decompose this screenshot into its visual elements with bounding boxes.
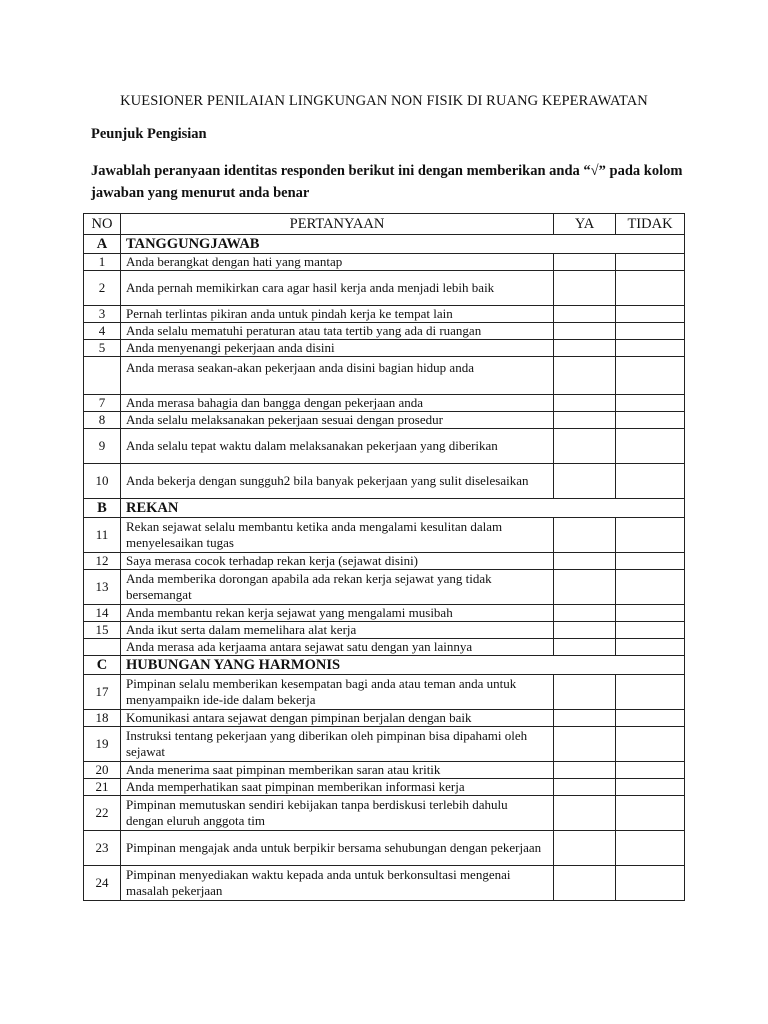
table-row xyxy=(84,395,685,412)
row-number: 9 xyxy=(84,429,121,464)
header-no: NO xyxy=(84,214,121,235)
question-text: Pimpinan memutuskan sendiri kebijakan tanpa berdiskusi terlebih dahulu dengan eluruh anggota tim xyxy=(121,796,554,831)
answer-cell-yes[interactable] xyxy=(554,306,616,323)
section-letter: B xyxy=(84,499,121,518)
row-number: 20 xyxy=(84,762,121,779)
questionnaire-table xyxy=(83,213,685,901)
answer-cell-yes[interactable] xyxy=(554,639,616,656)
table-row xyxy=(84,639,685,656)
table-row xyxy=(84,271,685,306)
section-row-a xyxy=(84,235,685,254)
answer-cell-yes[interactable] xyxy=(554,357,616,395)
answer-cell-no[interactable] xyxy=(616,357,685,395)
table-row xyxy=(84,831,685,866)
answer-cell-yes[interactable] xyxy=(554,271,616,306)
answer-cell-no[interactable] xyxy=(616,710,685,727)
table-row xyxy=(84,779,685,796)
table-row xyxy=(84,622,685,639)
answer-cell-no[interactable] xyxy=(616,605,685,622)
answer-cell-yes[interactable] xyxy=(554,395,616,412)
question-text: Instruksi tentang pekerjaan yang diberikan oleh pimpinan bisa dipahami oleh sejawat xyxy=(121,727,554,762)
table-row xyxy=(84,429,685,464)
row-number: 15 xyxy=(84,622,121,639)
answer-cell-no[interactable] xyxy=(616,831,685,866)
table-row xyxy=(84,727,685,762)
table-row xyxy=(84,796,685,831)
answer-cell-yes[interactable] xyxy=(554,622,616,639)
table-row xyxy=(84,605,685,622)
answer-cell-no[interactable] xyxy=(616,762,685,779)
header-question: PERTANYAAN xyxy=(121,214,554,235)
answer-cell-no[interactable] xyxy=(616,796,685,831)
question-text: Anda selalu mematuhi peraturan atau tata tertib yang ada di ruangan xyxy=(121,323,554,340)
answer-cell-no[interactable] xyxy=(616,639,685,656)
question-text: Anda menerima saat pimpinan memberikan saran atau kritik xyxy=(121,762,554,779)
answer-cell-yes[interactable] xyxy=(554,412,616,429)
table-row xyxy=(84,866,685,901)
row-number: 3 xyxy=(84,306,121,323)
section-letter: A xyxy=(84,235,121,254)
answer-cell-no[interactable] xyxy=(616,464,685,499)
table-row xyxy=(84,570,685,605)
table-row xyxy=(84,323,685,340)
row-number xyxy=(84,357,121,395)
answer-cell-no[interactable] xyxy=(616,866,685,901)
question-text: Anda merasa bahagia dan bangga dengan pekerjaan anda xyxy=(121,395,554,412)
table-row xyxy=(84,675,685,710)
row-number: 5 xyxy=(84,340,121,357)
row-number: 22 xyxy=(84,796,121,831)
table-row xyxy=(84,357,685,395)
answer-cell-yes[interactable] xyxy=(554,762,616,779)
answer-cell-yes[interactable] xyxy=(554,570,616,605)
answer-cell-no[interactable] xyxy=(616,306,685,323)
row-number: 23 xyxy=(84,831,121,866)
answer-cell-yes[interactable] xyxy=(554,866,616,901)
answer-cell-yes[interactable] xyxy=(554,553,616,570)
row-number xyxy=(84,639,121,656)
answer-cell-no[interactable] xyxy=(616,779,685,796)
answer-cell-no[interactable] xyxy=(616,429,685,464)
answer-cell-no[interactable] xyxy=(616,340,685,357)
question-text: Anda memperhatikan saat pimpinan memberikan informasi kerja xyxy=(121,779,554,796)
table-row xyxy=(84,762,685,779)
answer-cell-yes[interactable] xyxy=(554,727,616,762)
question-text: Anda selalu melaksanakan pekerjaan sesuai dengan prosedur xyxy=(121,412,554,429)
document-title: KUESIONER PENILAIAN LINGKUNGAN NON FISIK DI RUANG KEPERAWATAN xyxy=(120,93,648,109)
section-title: TANGGUNGJAWAB xyxy=(121,235,685,254)
section-title: HUBUNGAN YANG HARMONIS xyxy=(121,656,685,675)
instructions-heading: Peunjuk Pengisian xyxy=(91,126,207,142)
question-text: Anda ikut serta dalam memelihara alat kerja xyxy=(121,622,554,639)
question-text: Pimpinan selalu memberikan kesempatan bagi anda atau teman anda untuk menyampaikn ide-ide dalam bekerja xyxy=(121,675,554,710)
row-number: 8 xyxy=(84,412,121,429)
question-text: Anda memberika dorongan apabila ada rekan kerja sejawat yang tidak bersemangat xyxy=(121,570,554,605)
answer-cell-no[interactable] xyxy=(616,570,685,605)
row-number: 11 xyxy=(84,518,121,553)
section-title: REKAN xyxy=(121,499,685,518)
question-text: Anda pernah memikirkan cara agar hasil kerja anda menjadi lebih baik xyxy=(121,271,554,306)
row-number: 17 xyxy=(84,675,121,710)
row-number: 14 xyxy=(84,605,121,622)
answer-cell-yes[interactable] xyxy=(554,518,616,553)
table-row xyxy=(84,340,685,357)
question-text: Anda berangkat dengan hati yang mantap xyxy=(121,254,554,271)
answer-cell-yes[interactable] xyxy=(554,710,616,727)
answer-cell-yes[interactable] xyxy=(554,464,616,499)
table-row xyxy=(84,464,685,499)
answer-cell-yes[interactable] xyxy=(554,779,616,796)
question-text: Anda merasa seakan-akan pekerjaan anda disini bagian hidup anda xyxy=(121,357,554,395)
section-row-c xyxy=(84,656,685,675)
answer-cell-no[interactable] xyxy=(616,675,685,710)
row-number: 10 xyxy=(84,464,121,499)
answer-cell-no[interactable] xyxy=(616,622,685,639)
answer-cell-yes[interactable] xyxy=(554,254,616,271)
answer-cell-no[interactable] xyxy=(616,412,685,429)
question-text: Saya merasa cocok terhadap rekan kerja (sejawat disini) xyxy=(121,553,554,570)
table-row xyxy=(84,254,685,271)
question-text: Komunikasi antara sejawat dengan pimpinan berjalan dengan baik xyxy=(121,710,554,727)
row-number: 21 xyxy=(84,779,121,796)
answer-cell-yes[interactable] xyxy=(554,429,616,464)
row-number: 2 xyxy=(84,271,121,306)
header-no-answer: TIDAK xyxy=(616,214,685,235)
question-text: Pimpinan mengajak anda untuk berpikir bersama sehubungan dengan pekerjaan xyxy=(121,831,554,866)
answer-cell-yes[interactable] xyxy=(554,796,616,831)
row-number: 13 xyxy=(84,570,121,605)
section-letter: C xyxy=(84,656,121,675)
question-text: Pernah terlintas pikiran anda untuk pindah kerja ke tempat lain xyxy=(121,306,554,323)
instructions-text: Jawablah peranyaan identitas responden berikut ini dengan memberikan anda “√” pada kolom jawaban yang menurut anda benar xyxy=(91,163,683,201)
answer-cell-yes[interactable] xyxy=(554,340,616,357)
table-header-row xyxy=(84,214,685,235)
question-text: Rekan sejawat selalu membantu ketika anda mengalami kesulitan dalam menyelesaikan tugas xyxy=(121,518,554,553)
answer-cell-yes[interactable] xyxy=(554,675,616,710)
section-row-b xyxy=(84,499,685,518)
answer-cell-no[interactable] xyxy=(616,553,685,570)
row-number: 19 xyxy=(84,727,121,762)
answer-cell-yes[interactable] xyxy=(554,605,616,622)
question-text: Pimpinan menyediakan waktu kepada anda untuk berkonsultasi mengenai masalah pekerjaan xyxy=(121,866,554,901)
row-number: 1 xyxy=(84,254,121,271)
row-number: 24 xyxy=(84,866,121,901)
table-row xyxy=(84,518,685,553)
row-number: 4 xyxy=(84,323,121,340)
question-text: Anda selalu tepat waktu dalam melaksanakan pekerjaan yang diberikan xyxy=(121,429,554,464)
table-row xyxy=(84,412,685,429)
row-number: 7 xyxy=(84,395,121,412)
answer-cell-no[interactable] xyxy=(616,395,685,412)
answer-cell-no[interactable] xyxy=(616,518,685,553)
row-number: 18 xyxy=(84,710,121,727)
header-yes: YA xyxy=(554,214,616,235)
answer-cell-yes[interactable] xyxy=(554,323,616,340)
answer-cell-yes[interactable] xyxy=(554,831,616,866)
answer-cell-no[interactable] xyxy=(616,727,685,762)
question-text: Anda membantu rekan kerja sejawat yang mengalami musibah xyxy=(121,605,554,622)
table-row xyxy=(84,553,685,570)
question-text: Anda bekerja dengan sungguh2 bila banyak pekerjaan yang sulit diselesaikan xyxy=(121,464,554,499)
row-number: 12 xyxy=(84,553,121,570)
table-row xyxy=(84,306,685,323)
answer-cell-no[interactable] xyxy=(616,254,685,271)
answer-cell-no[interactable] xyxy=(616,323,685,340)
answer-cell-no[interactable] xyxy=(616,271,685,306)
question-text: Anda menyenangi pekerjaan anda disini xyxy=(121,340,554,357)
question-text: Anda merasa ada kerjaama antara sejawat satu dengan yan lainnya xyxy=(121,639,554,656)
table-row xyxy=(84,710,685,727)
